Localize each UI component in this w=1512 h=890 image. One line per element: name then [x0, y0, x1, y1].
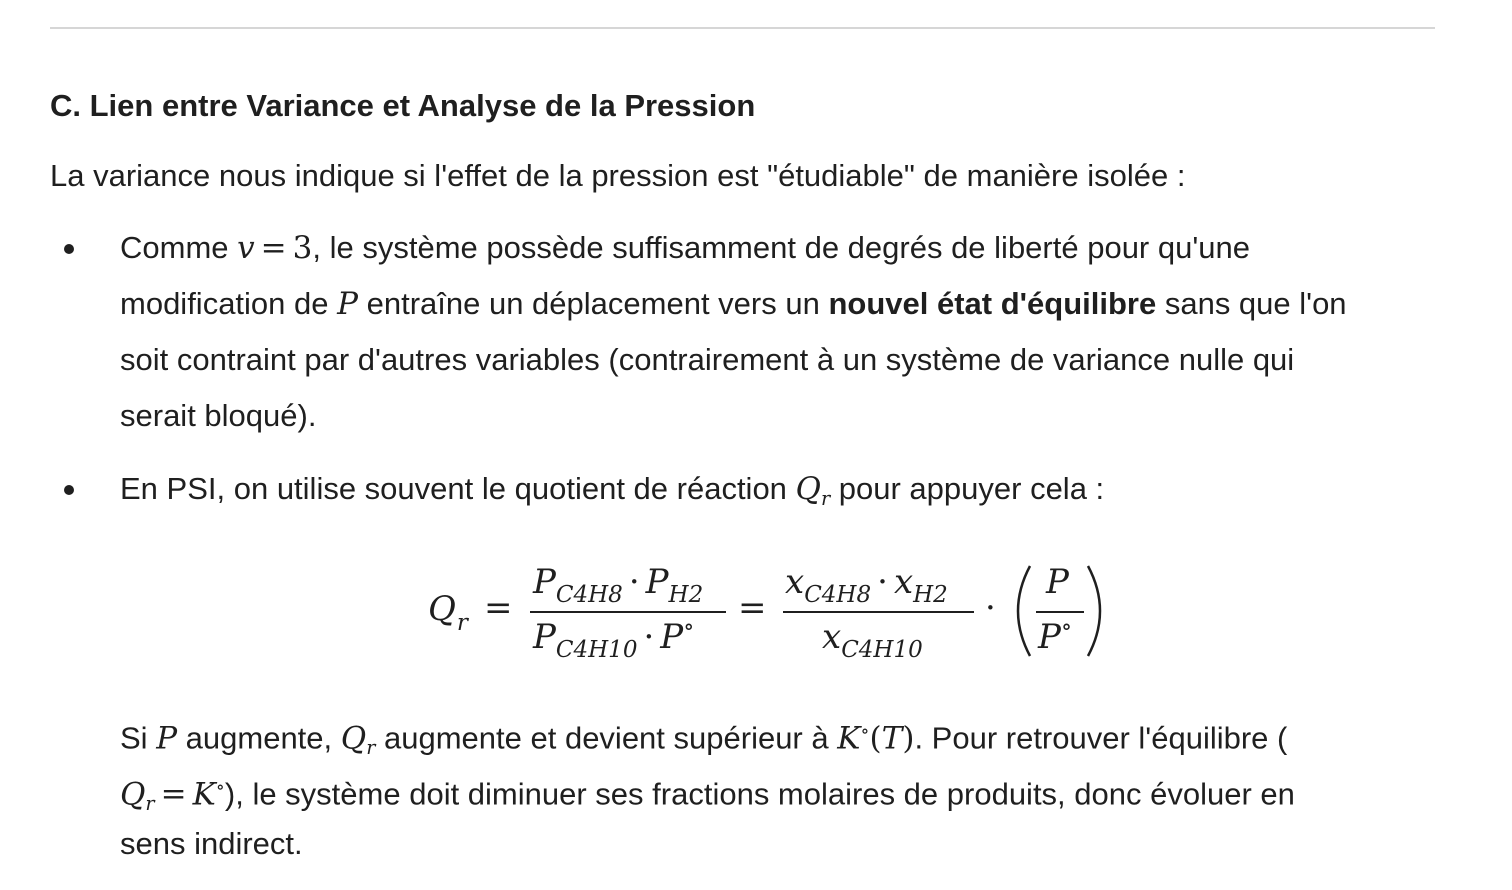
math-degree: ∘: [860, 721, 870, 742]
math-t: T: [881, 720, 903, 757]
math-sub-r: r: [145, 792, 155, 816]
eq-frac3-denominator: P∘: [1038, 614, 1073, 657]
math-sub-r: r: [820, 486, 831, 510]
bullet1-line4: serait bloqué).: [120, 398, 317, 433]
text: entraîne un déplacement vers un: [357, 286, 829, 321]
bullet-dot: [64, 485, 74, 495]
math-q: Q: [795, 471, 821, 507]
eq-frac2-denominator: $x_{C4H10}$: [822, 617, 923, 663]
math-p: P: [156, 720, 178, 757]
text: augmente,: [177, 720, 341, 756]
bold-phrase: nouvel état d'équilibre: [828, 286, 1157, 321]
math-q: Q: [120, 776, 146, 813]
eq-frac1-denominator: $P_{C4H10} \cdot P^\circ$: [533, 614, 695, 663]
bullet2-line: [120, 470, 1104, 518]
math-equals: =: [160, 776, 187, 813]
text: augmente et devient supérieur à: [375, 720, 838, 756]
text: sans que l'on: [1156, 286, 1347, 321]
text: pour appuyer cela :: [830, 471, 1105, 506]
math-q: Q: [340, 720, 367, 757]
eq-frac3-numerator: P: [1046, 562, 1069, 602]
bullet1-line2: [120, 285, 1347, 323]
text: ), le système doit diminuer ses fractions molaires de produits, donc évoluer en: [224, 776, 1295, 812]
reaction-quotient-equation: [0, 556, 1512, 666]
math-sub-r: r: [366, 736, 376, 760]
text: Si: [120, 720, 157, 756]
math-paren: ): [902, 720, 915, 757]
math-equals: =: [260, 230, 287, 266]
text: . Pour retrouver l'équilibre (: [914, 720, 1288, 756]
math-k: K: [837, 720, 861, 757]
section-divider: [50, 27, 1435, 29]
conclusion-line2: [120, 769, 1295, 823]
eq-dot: ·: [985, 588, 996, 628]
text: En PSI, on utilise souvent le quotient de réaction: [120, 471, 796, 506]
eq-lhs: $Q_r$: [428, 589, 468, 636]
left-paren-icon: [1018, 566, 1030, 656]
intro-paragraph: La variance nous indique si l'effet de la pression est "étudiable" de manière isolée :: [50, 158, 1186, 193]
bullet-dot: [64, 244, 74, 254]
eq-frac2-numerator: $x_{C4H8} \cdot x_{H2}$: [785, 562, 948, 608]
text: Comme: [120, 230, 238, 265]
eq-frac1-numerator: $P_{C4H8} \cdot P_{H2}$: [533, 562, 704, 608]
conclusion-line3: sens indirect.: [120, 826, 303, 861]
math-variable-p: P: [337, 286, 358, 322]
section-heading: C. Lien entre Variance et Analyse de la Pression: [50, 88, 756, 123]
math-paren: (: [869, 720, 882, 757]
eq-equals-2: =: [738, 588, 767, 628]
text: modification de: [120, 286, 338, 321]
eq-equals-1: =: [484, 588, 513, 628]
math-k: K: [192, 776, 216, 813]
math-variable-v: v: [237, 230, 255, 266]
right-paren-icon: [1088, 566, 1100, 656]
text: , le système possède suffisamment de degrés de liberté pour qu'une: [312, 230, 1250, 265]
bullet1-line3: soit contraint par d'autres variables (contrairement à un système de variance nulle qui: [120, 342, 1295, 377]
math-degree: ∘: [215, 777, 225, 798]
math-number-3: 3: [292, 230, 313, 266]
conclusion-line1: [120, 713, 1287, 767]
bullet1-line1: [120, 229, 1250, 267]
